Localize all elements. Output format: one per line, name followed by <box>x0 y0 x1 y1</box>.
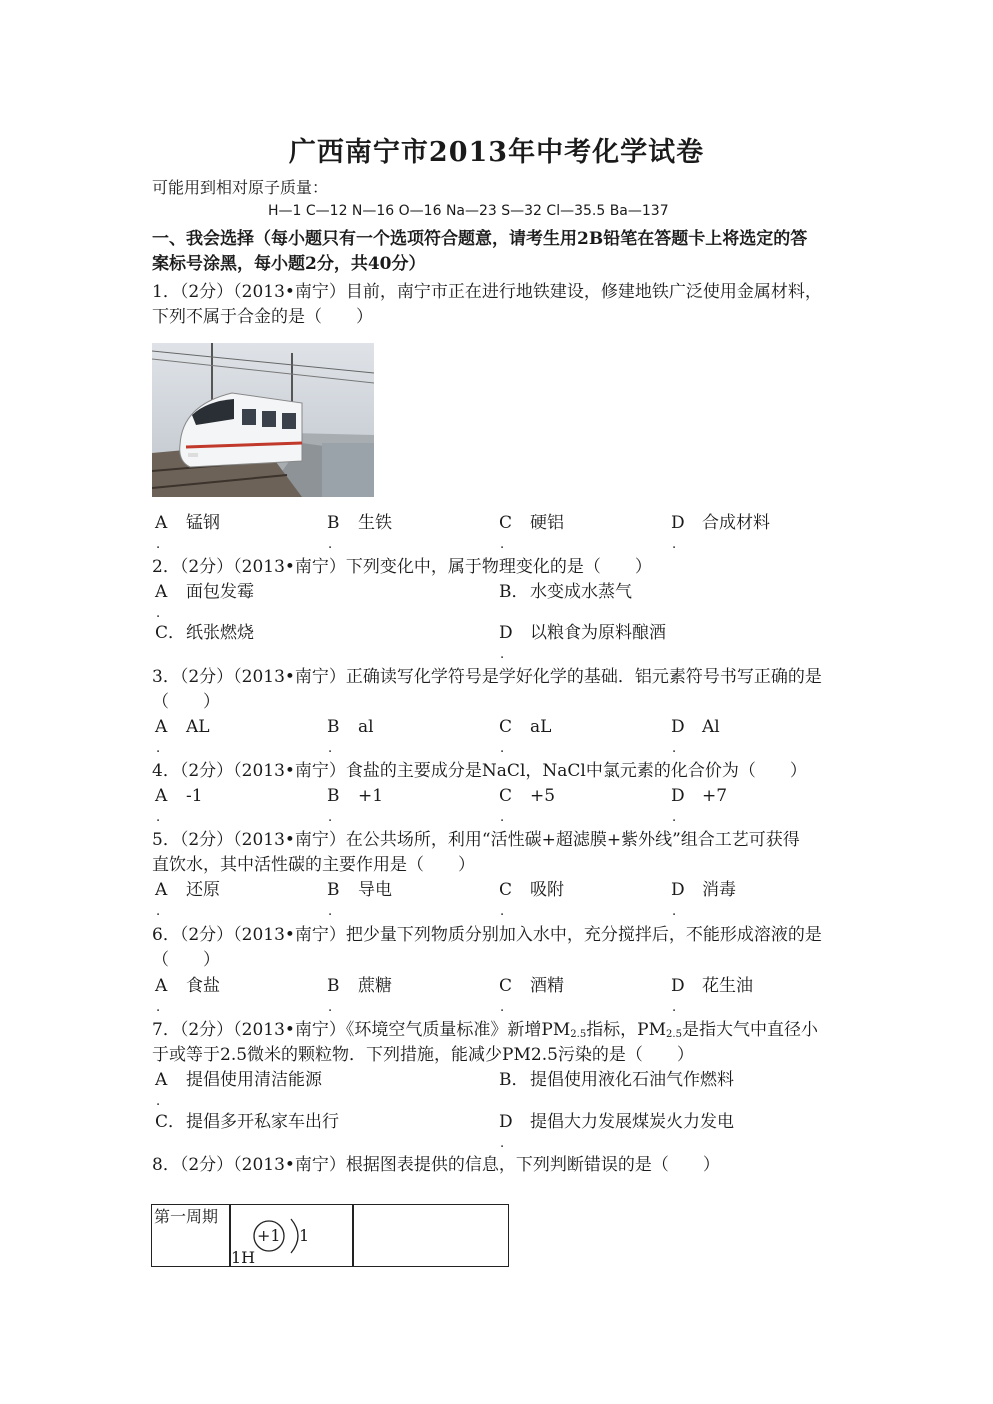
q4-option-A-text: -1 <box>186 786 203 806</box>
page-title: 广西南宁市2013年中考化学试卷 <box>288 137 705 168</box>
q7-option-A-dot: . <box>156 1094 161 1109</box>
nucleus-charge: +1 <box>257 1226 281 1245</box>
q2-option-D-letter: D <box>499 623 513 643</box>
q6-option-B-text: 蔗糖 <box>358 976 392 996</box>
q3-stem-line1: 3．（2分）（2013•南宁）正确读写化学符号是学好化学的基础．铝元素符号书写正确的是 <box>152 667 822 687</box>
q4-option-B-text: +1 <box>358 786 384 806</box>
q1-option-C-dot: . <box>500 537 505 552</box>
q2-option-D-text: 以粮食为原料酿酒 <box>530 623 666 643</box>
q3-stem-line2: （ ） <box>152 692 220 712</box>
q6-option-D-dot: . <box>672 1000 677 1015</box>
q5-option-D-text: 消毒 <box>702 880 736 900</box>
atomic-mass-values: H—1 C—12 N—16 O—16 Na—23 S—32 Cl—35.5 Ba—137 <box>268 203 669 219</box>
q6-option-D-letter: D <box>671 976 685 996</box>
q5-option-A-dot: . <box>156 904 161 919</box>
q7-stem-part3: 是指大气中直径小 <box>681 1020 818 1040</box>
q4-option-D-letter: D <box>671 786 685 806</box>
element-symbol: 1H <box>231 1248 256 1267</box>
q7-option-A-text: 提倡使用清洁能源 <box>186 1070 322 1090</box>
q1-option-B-dot: . <box>328 537 333 552</box>
q4-option-B-dot: . <box>328 810 333 825</box>
q7-option-A-letter: A <box>155 1070 168 1090</box>
q1-option-D-text: 合成材料 <box>702 513 770 533</box>
q1-option-B-text: 生铁 <box>358 513 392 533</box>
section-header-line1: 一、我会选择（每小题只有一个选项符合题意，请考生用2B铅笔在答题卡上将选定的答 <box>152 229 808 249</box>
q3-option-B-dot: . <box>328 741 333 756</box>
q1-option-D-letter: D <box>671 513 685 533</box>
q2-stem: 2．（2分）（2013•南宁）下列变化中，属于物理变化的是（ ） <box>152 557 652 577</box>
q3-option-D-dot: . <box>672 741 677 756</box>
q5-option-B-letter: B <box>327 880 340 900</box>
q3-option-D-text: Al <box>702 717 720 737</box>
q1-option-A-dot: . <box>156 537 161 552</box>
electron-count: 1 <box>299 1226 310 1245</box>
q5-option-A-letter: A <box>155 880 168 900</box>
q7-stem-part2: 指标，PM <box>586 1020 667 1040</box>
q7-option-C-text: 提倡多开私家车出行 <box>186 1112 339 1132</box>
q3-option-B-text: al <box>358 717 374 737</box>
q7-option-D-letter: D <box>499 1112 513 1132</box>
q7-stem-part1: 7．（2分）（2013•南宁）《环境空气质量标准》新增PM <box>152 1020 571 1040</box>
q7-stem-line2: 于或等于2.5微米的颗粒物．下列措施，能减少PM2.5污染的是（ ） <box>152 1045 694 1065</box>
q2-option-B-letter: B． <box>499 582 529 602</box>
q3-option-C-dot: . <box>500 741 505 756</box>
q4-option-D-dot: . <box>672 810 677 825</box>
q1-option-C-letter: C <box>499 513 513 533</box>
q3-option-C-text: aL <box>530 717 552 737</box>
q5-option-B-dot: . <box>328 904 333 919</box>
q6-stem-line1: 6．（2分）（2013•南宁）把少量下列物质分别加入水中，充分搅拌后，不能形成溶液的是 <box>152 925 822 945</box>
q5-option-D-letter: D <box>671 880 685 900</box>
q6-option-C-letter: C <box>499 976 513 996</box>
q2-option-D-dot: . <box>500 647 505 662</box>
periodic-info-table <box>151 1204 509 1267</box>
q2-option-B-text: 水变成水蒸气 <box>530 582 632 602</box>
q2-option-C-text: 纸张燃烧 <box>186 623 254 643</box>
q7-subscript1: 2.5 <box>570 1029 587 1040</box>
q7-stem-line1 <box>152 1019 818 1046</box>
q4-option-C-text: +5 <box>530 786 556 806</box>
q6-option-B-letter: B <box>327 976 340 996</box>
q4-option-A-letter: A <box>155 786 168 806</box>
q3-option-C-letter: C <box>499 717 513 737</box>
table-divider <box>352 1205 354 1266</box>
q2-option-A-dot: . <box>156 606 161 621</box>
q1-option-A-text: 锰钢 <box>186 513 220 533</box>
subway-train-photo <box>152 343 374 497</box>
q6-option-B-dot: . <box>328 1000 333 1015</box>
q2-option-A-letter: A <box>155 582 168 602</box>
q7-option-C-letter: C． <box>155 1112 186 1132</box>
q6-option-A-dot: . <box>156 1000 161 1015</box>
q3-option-A-text: AL <box>186 717 210 737</box>
q3-option-A-letter: A <box>155 717 168 737</box>
q6-option-C-dot: . <box>500 1000 505 1015</box>
q7-subscript2: 2.5 <box>666 1029 682 1040</box>
period-label: 第一周期 <box>154 1207 219 1226</box>
q1-option-D-dot: . <box>672 537 677 552</box>
q7-option-B-letter: B． <box>499 1070 529 1090</box>
q2-option-C-letter: C． <box>155 623 186 643</box>
section-header-line2: 案标号涂黑，每小题2分，共40分） <box>152 254 426 274</box>
q3-option-D-letter: D <box>671 717 685 737</box>
q3-option-A-dot: . <box>156 741 161 756</box>
q4-option-C-letter: C <box>499 786 513 806</box>
q4-option-A-dot: . <box>156 810 161 825</box>
q5-option-C-text: 吸附 <box>530 880 564 900</box>
q4-option-D-text: +7 <box>702 786 728 806</box>
q7-option-D-text: 提倡大力发展煤炭火力发电 <box>530 1112 734 1132</box>
q1-option-C-text: 硬铝 <box>530 513 564 533</box>
q5-option-A-text: 还原 <box>186 880 220 900</box>
q7-option-B-text: 提倡使用液化石油气作燃料 <box>530 1070 734 1090</box>
q2-option-A-text: 面包发霉 <box>186 582 254 602</box>
q6-option-C-text: 酒精 <box>530 976 564 996</box>
q1-option-B-letter: B <box>327 513 340 533</box>
q5-option-B-text: 导电 <box>358 880 392 900</box>
q5-stem-line2: 直饮水，其中活性碳的主要作用是（ ） <box>152 855 475 875</box>
q1-option-A-letter: A <box>155 513 168 533</box>
q1-stem-line2: 下列不属于合金的是（ ） <box>152 307 373 327</box>
q5-option-C-dot: . <box>500 904 505 919</box>
q7-option-D-dot: . <box>500 1136 505 1151</box>
q3-option-B-letter: B <box>327 717 340 737</box>
q1-stem-line1: 1．（2分）（2013•南宁）目前，南宁市正在进行地铁建设，修建地铁广泛使用金属材料， <box>152 282 822 302</box>
q5-stem-line1: 5．（2分）（2013•南宁）在公共场所，利用“活性碳+超滤膜+紫外线”组合工艺可获得 <box>152 830 800 850</box>
q8-stem: 8．（2分）（2013•南宁）根据图表提供的信息，下列判断错误的是（ ） <box>152 1155 720 1175</box>
q6-option-A-text: 食盐 <box>186 976 220 996</box>
q6-stem-line2: （ ） <box>152 950 220 970</box>
q6-option-D-text: 花生油 <box>702 976 753 996</box>
atomic-mass-label: 可能用到相对原子质量： <box>152 178 329 197</box>
q5-option-C-letter: C <box>499 880 513 900</box>
q4-option-C-dot: . <box>500 810 505 825</box>
q4-option-B-letter: B <box>327 786 340 806</box>
q5-option-D-dot: . <box>672 904 677 919</box>
q6-option-A-letter: A <box>155 976 168 996</box>
q4-stem: 4．（2分）（2013•南宁）食盐的主要成分是NaCl，NaCl中氯元素的化合价为（ ） <box>152 761 807 781</box>
